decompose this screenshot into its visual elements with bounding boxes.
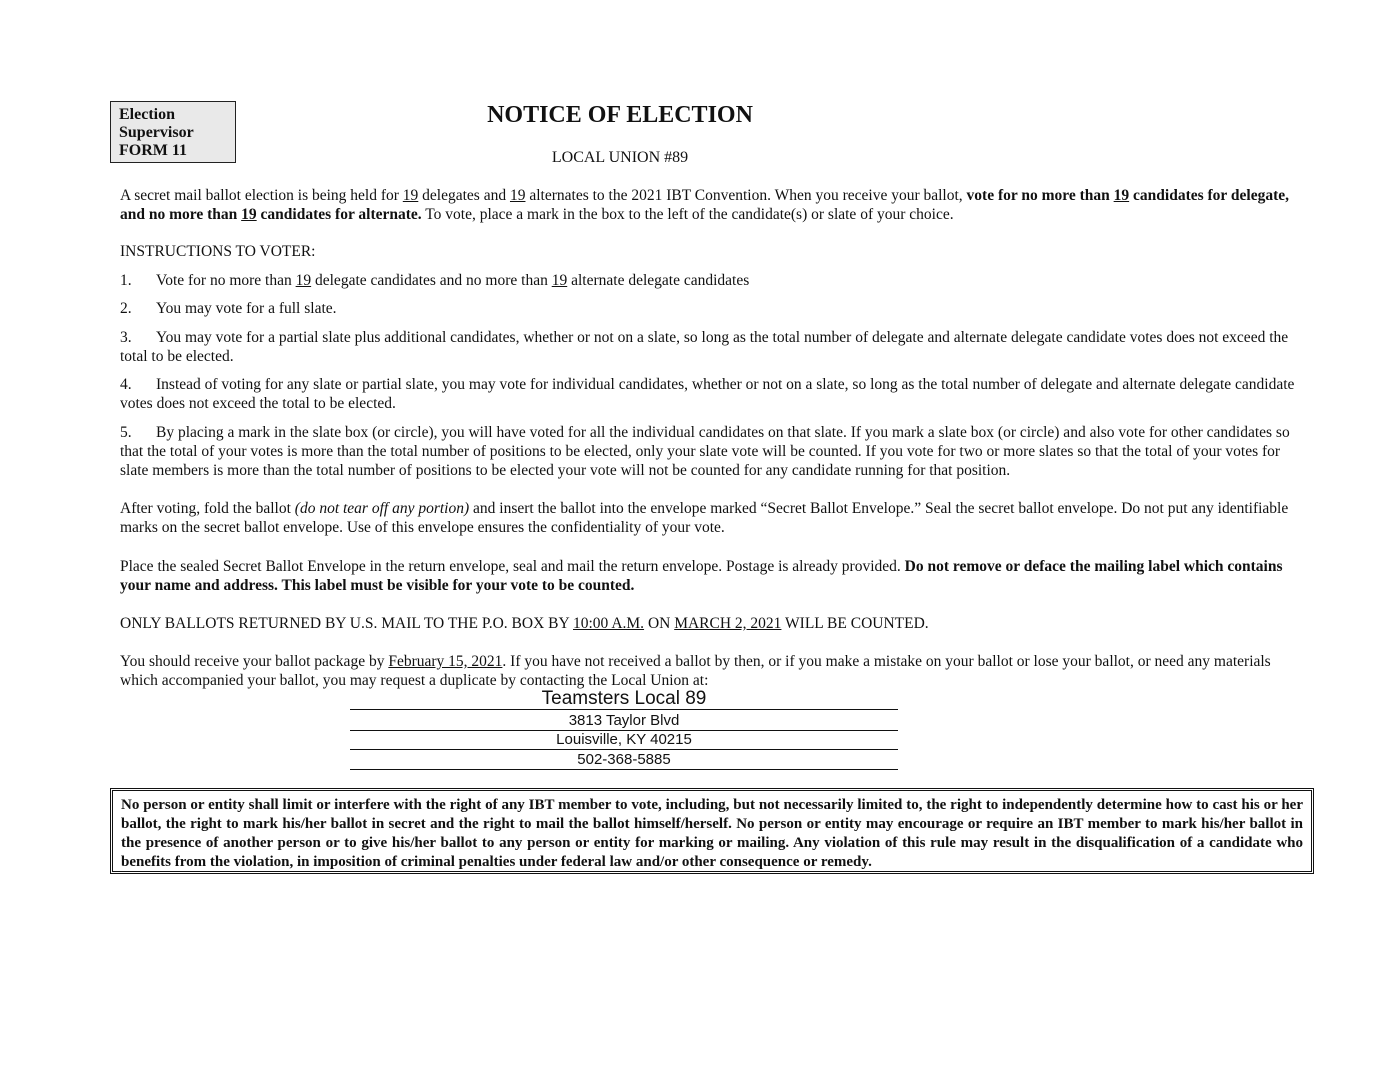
fold-paragraph: After voting, fold the ballot (do not tear off any portion) and insert the ballot into the envelope marked “Secret Ballot Envelope.” Seal the secret ballot envelope. Do not put any identifiable marks on the secret ballot envelope. Use of this envelope ensures the confidentiality of your vote. — [120, 500, 1289, 536]
form-label-line3: FORM 11 — [119, 142, 187, 159]
receive-date: February 15, 2021 — [388, 653, 503, 670]
max-delegate-count: 19 — [1113, 187, 1130, 204]
mail-paragraph: Place the sealed Secret Ballot Envelope in the return envelope, seal and mail the return envelope. Postage is already provided. Do not remove or deface the mailing label which contains your name and address. This label must be visible for your vote to be counted. — [120, 558, 1283, 594]
instructions-heading: INSTRUCTIONS TO VOTER: — [120, 243, 316, 260]
contact-name: Teamsters Local 89 — [350, 688, 898, 710]
instruction-item: 2. You may vote for a full slate. — [120, 300, 337, 317]
form-label-line1: Election — [119, 106, 175, 123]
page-subtitle: LOCAL UNION #89 — [551, 149, 689, 166]
deadline-date: MARCH 2, 2021 — [674, 615, 782, 632]
deadline-time: 10:00 A.M. — [573, 615, 645, 632]
voting-rights-notice: No person or entity shall limit or interfere with the right of any IBT member to vote, including, but not necessarily limited to, the right to independently determine how to cast his or her ballot, the right to mark his/her ballot in secret and the right to mail the ballot himself/herself. No person or entity may encourage or require an IBT member to mark his/her ballot in the presence of another person or to give his/her ballot to any person or entity for marking or mailing. Any violation of this rule may result in the disqualification of a candidate who benefits from the violation, in imposition of criminal penalties under federal law and/or other consequence or remedy. — [110, 788, 1314, 874]
instruction-item: 5. By placing a mark in the slate box (or circle), you will have voted for all the individual candidates on that slate. If you mark a slate box (or circle) and also vote for other candidates so that the total of your votes is more than the total number of positions to be elected, only your slate vote will be counted. If you vote for two or more slates so that the total of your votes for slate members is more than the total number of positions to be elected your vote will not be counted for any candidate running for that position. — [120, 424, 1290, 479]
alternate-count: 19 — [509, 187, 526, 204]
page-title: NOTICE OF ELECTION — [487, 102, 753, 128]
intro-paragraph: A secret mail ballot election is being held for 19 delegates and 19 alternates to the 2021 IBT Convention. When you receive your ballot, vote for no more than 19 candidates for delegate, and no more than 19 candidates for alternate. To vote, place a mark in the box to the left of the candidate(s) or slate of your choice. — [120, 187, 1289, 223]
contact-phone: 502-368-5885 — [350, 751, 898, 770]
form-label-line2: Supervisor — [119, 124, 194, 141]
contact-city: Louisville, KY 40215 — [350, 731, 898, 750]
contact-street: 3813 Taylor Blvd — [350, 712, 898, 731]
delegate-count: 19 — [402, 187, 419, 204]
max-alternate-count: 19 — [241, 206, 257, 223]
deadline-paragraph: ONLY BALLOTS RETURNED BY U.S. MAIL TO THE P.O. BOX BY 10:00 A.M. ON MARCH 2, 2021 WILL BE COUNTED. — [120, 615, 929, 632]
instruction-item: 1. Vote for no more than 19 delegate candidates and no more than 19 alternate delegate candidates — [120, 272, 750, 289]
instruction-item: 3. You may vote for a partial slate plus additional candidates, whether or not on a slate, so long as the total number of delegate and alternate delegate candidate votes does not exceed the total to be elected. — [120, 329, 1289, 365]
receive-paragraph: You should receive your ballot package by February 15, 2021. If you have not received a ballot by then, or if you make a mistake on your ballot or lose your ballot, or need any materials which accompanied your ballot, you may request a duplicate by contacting the Local Union at: — [120, 653, 1271, 689]
instruction-item: 4. Instead of voting for any slate or partial slate, you may vote for individual candidates, whether or not on a slate, so long as the total number of delegate and alternate delegate candidate votes does not exceed the total to be elected. — [120, 376, 1295, 412]
